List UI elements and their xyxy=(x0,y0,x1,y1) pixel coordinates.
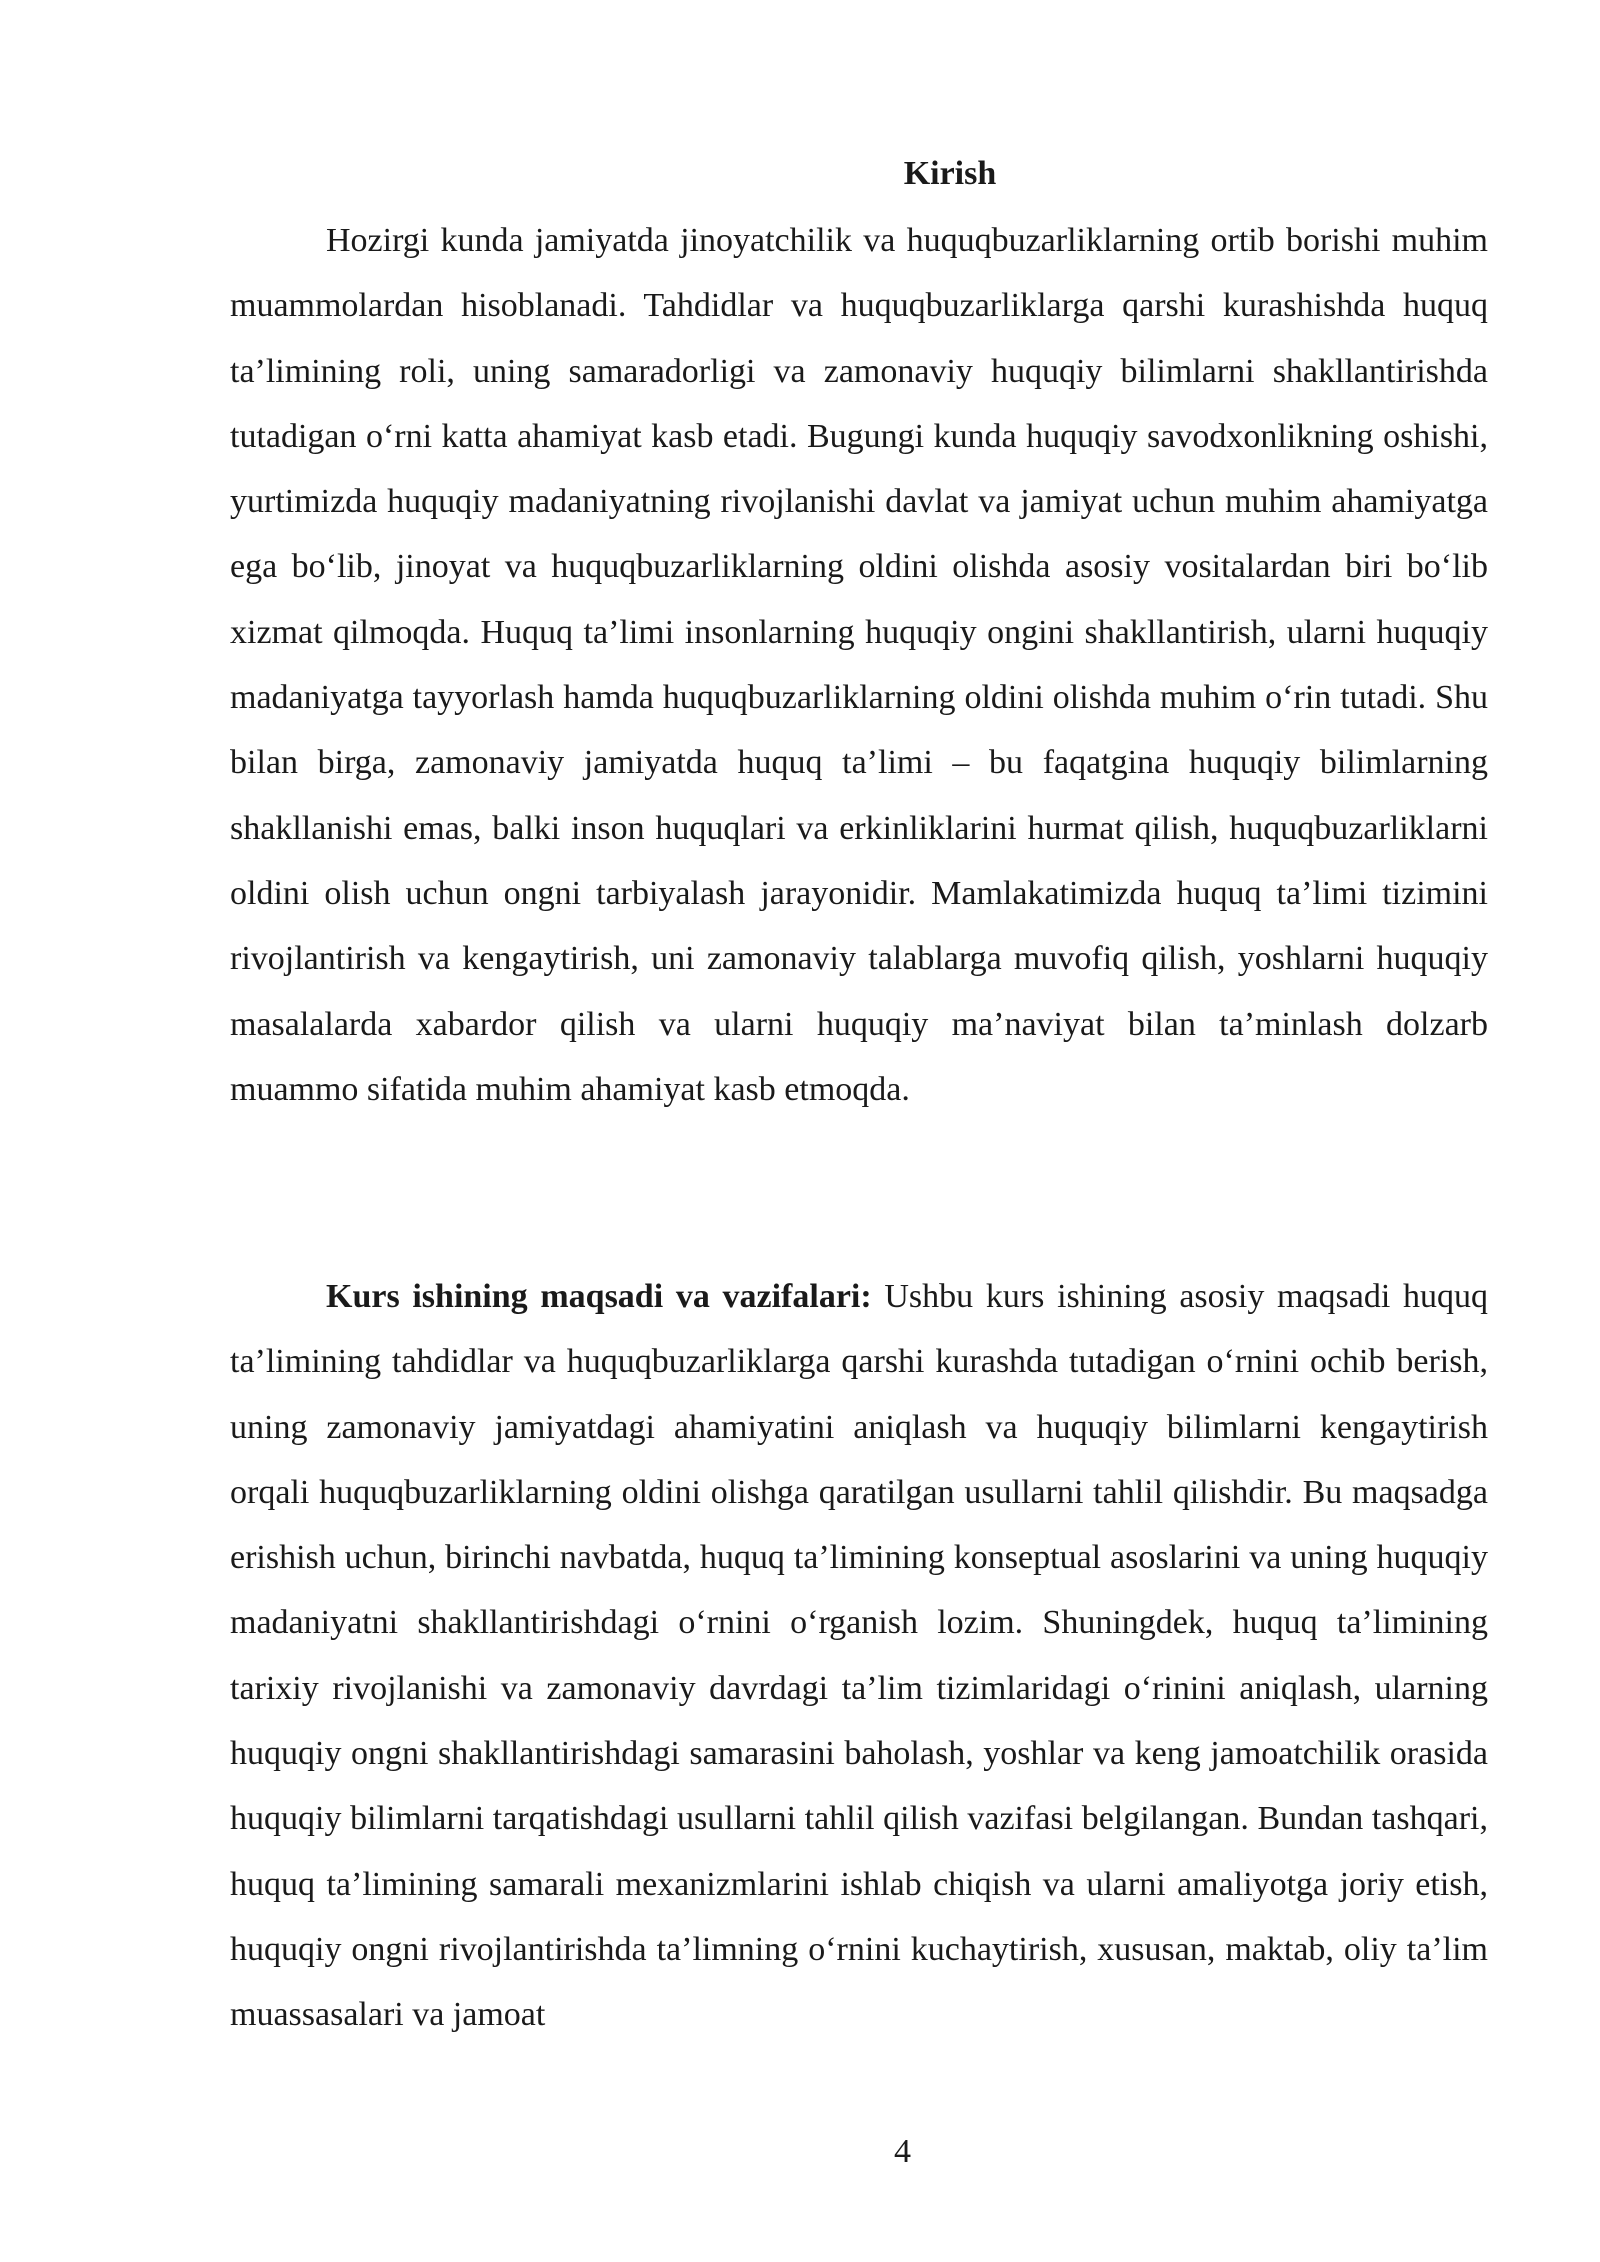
goals-text: Ushbu kurs ishining asosiy maqsadi huquq ta’limining tahdidlar va huquqbuzarliklarga qarshi kurashda tutadigan o‘rnini ochib berish, uning zamonaviy jamiyatdagi ahamiyatini aniqlash va huquqiy bilimlarni kengaytirish orqali huquqbuzarliklarning oldini olishga qaratilgan usullarni tahlil qilishdir. Bu maqsadga erishish uchun, birinchi navbatda, huquq ta’limining konseptual asoslarini va uning huquqiy madaniyatni shakllantirishdagi o‘rnini o‘rganish lozim. Shuningdek, huquq ta’limining tarixiy rivojlanishi va zamonaviy davrdagi ta’lim tizimlaridagi o‘rinini aniqlash, ularning huquqiy ongni shakllantirishdagi samarasini baholash, yoshlar va keng jamoatchilik orasida huquqiy bilimlarni tarqatishdagi usullarni tahlil qilish vazifasi belgilangan. Bundan tashqari, huquq ta’limining samarali mexanizmlarini ishlab chiqish va ularni amaliyotga joriy etish, huquqiy ongni rivojlantirishda ta’limning o‘rnini kuchaytirish, xususan, maktab, oliy ta’lim muassasalari va jamoat xyxy=(230,1278,1488,2034)
introduction-paragraph: Hozirgi kunda jamiyatda jinoyatchilik va huquqbuzarliklarning ortib borishi muhim muammolardan hisoblanadi. Tahdidlar va huquqbuzarliklarga qarshi kurashishda huquq ta’limining roli, uning samaradorligi va zamonaviy huquqiy bilimlarni shakllantirishda tutadigan o‘rni katta ahamiyat kasb etadi. Bugungi kunda huquqiy savodxonlikning oshishi, yurtimizda huquqiy madaniyatning rivojlanishi davlat va jamiyat uchun muhim ahamiyatga ega bo‘lib, jinoyat va huquqbuzarliklarning oldini olishda asosiy vositalardan biri bo‘lib xizmat qilmoqda. Huquq ta’limi insonlarning huquqiy ongini shakllantirish, ularni huquqiy madaniyatga tayyorlash hamda huquqbuzarliklarning oldini olishda muhim o‘rin tutadi. Shu bilan birga, zamonaviy jamiyatda huquq ta’limi – bu faqatgina huquqiy bilimlarning shakllanishi emas, balki inson huquqlari va erkinliklarini hurmat qilish, huquqbuzarliklarni oldini olish uchun ongni tarbiyalash jarayonidir. Mamlakatimizda huquq ta’limi tizimini rivojlantirish va kengaytirish, uni zamonaviy talablarga muvofiq qilish, yoshlarni huquqiy masalalarda xabardor qilish va ularni huquqiy ma’naviyat bilan ta’minlash dolzarb muammo sifatida muhim ahamiyat kasb etmoqda. xyxy=(230,222,1488,1108)
goals-heading: Kurs ishining maqsadi va vazifalari: xyxy=(326,1278,872,1315)
section-title: Kirish xyxy=(903,155,997,192)
goals-paragraph xyxy=(230,1264,1488,2048)
page-number: 4 xyxy=(894,2133,911,2170)
